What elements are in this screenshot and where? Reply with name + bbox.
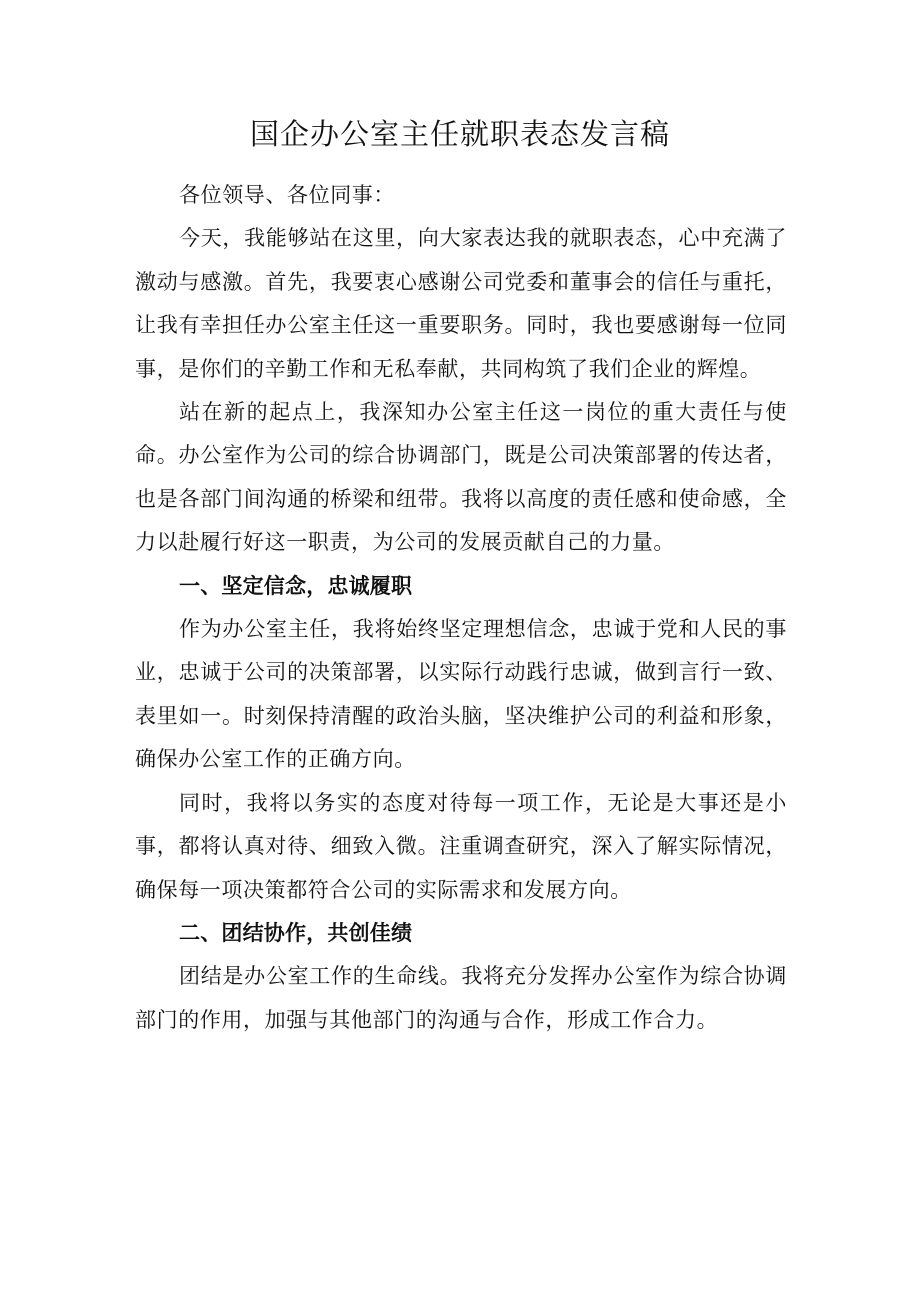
document-body: [135, 174, 787, 1042]
salutation: 各位领导、各位同事：: [179, 183, 395, 207]
section-heading: 一、坚定信念，忠诚履职: [179, 573, 413, 598]
paragraph: 站在新的起点上，我深知办公室主任这一岗位的重大责任与使命。办公室作为公司的综合协调部门，既是公司决策部署的传达者，也是各部门间沟通的桥梁和纽带。我将以高度的责任感和使命感，全力以赴履行好这一职责，为公司的发展贡献自己的力量。: [135, 400, 787, 555]
paragraph: 团结是办公室工作的生命线。我将充分发挥办公室作为综合协调部门的作用，加强与其他部门的沟通与合作，形成工作合力。: [135, 964, 787, 1032]
section-heading: 二、团结协作，共创佳绩: [179, 920, 413, 945]
paragraph: 同时，我将以务实的态度对待每一项工作，无论是大事还是小事，都将认真对待、细致入微。注重调查研究，深入了解实际情况，确保每一项决策都符合公司的实际需求和发展方向。: [135, 790, 787, 902]
document-title: 国企办公室主任就职表态发言稿: [249, 117, 670, 151]
paragraph: 作为办公室主任，我将始终坚定理想信念，忠诚于党和人民的事业，忠诚于公司的决策部署，以实际行动践行忠诚，做到言行一致、表里如一。时刻保持清醒的政治头脑，坚决维护公司的利益和形象，确保办公室工作的正确方向。: [135, 617, 787, 772]
paragraph: 今天，我能够站在这里，向大家表达我的就职表态，心中充满了激动与感激。首先，我要衷心感谢公司党委和董事会的信任与重托，让我有幸担任办公室主任这一重要职务。同时，我也要感谢每一位同事，是你们的辛勤工作和无私奉献，共同构筑了我们企业的辉煌。: [135, 226, 787, 381]
